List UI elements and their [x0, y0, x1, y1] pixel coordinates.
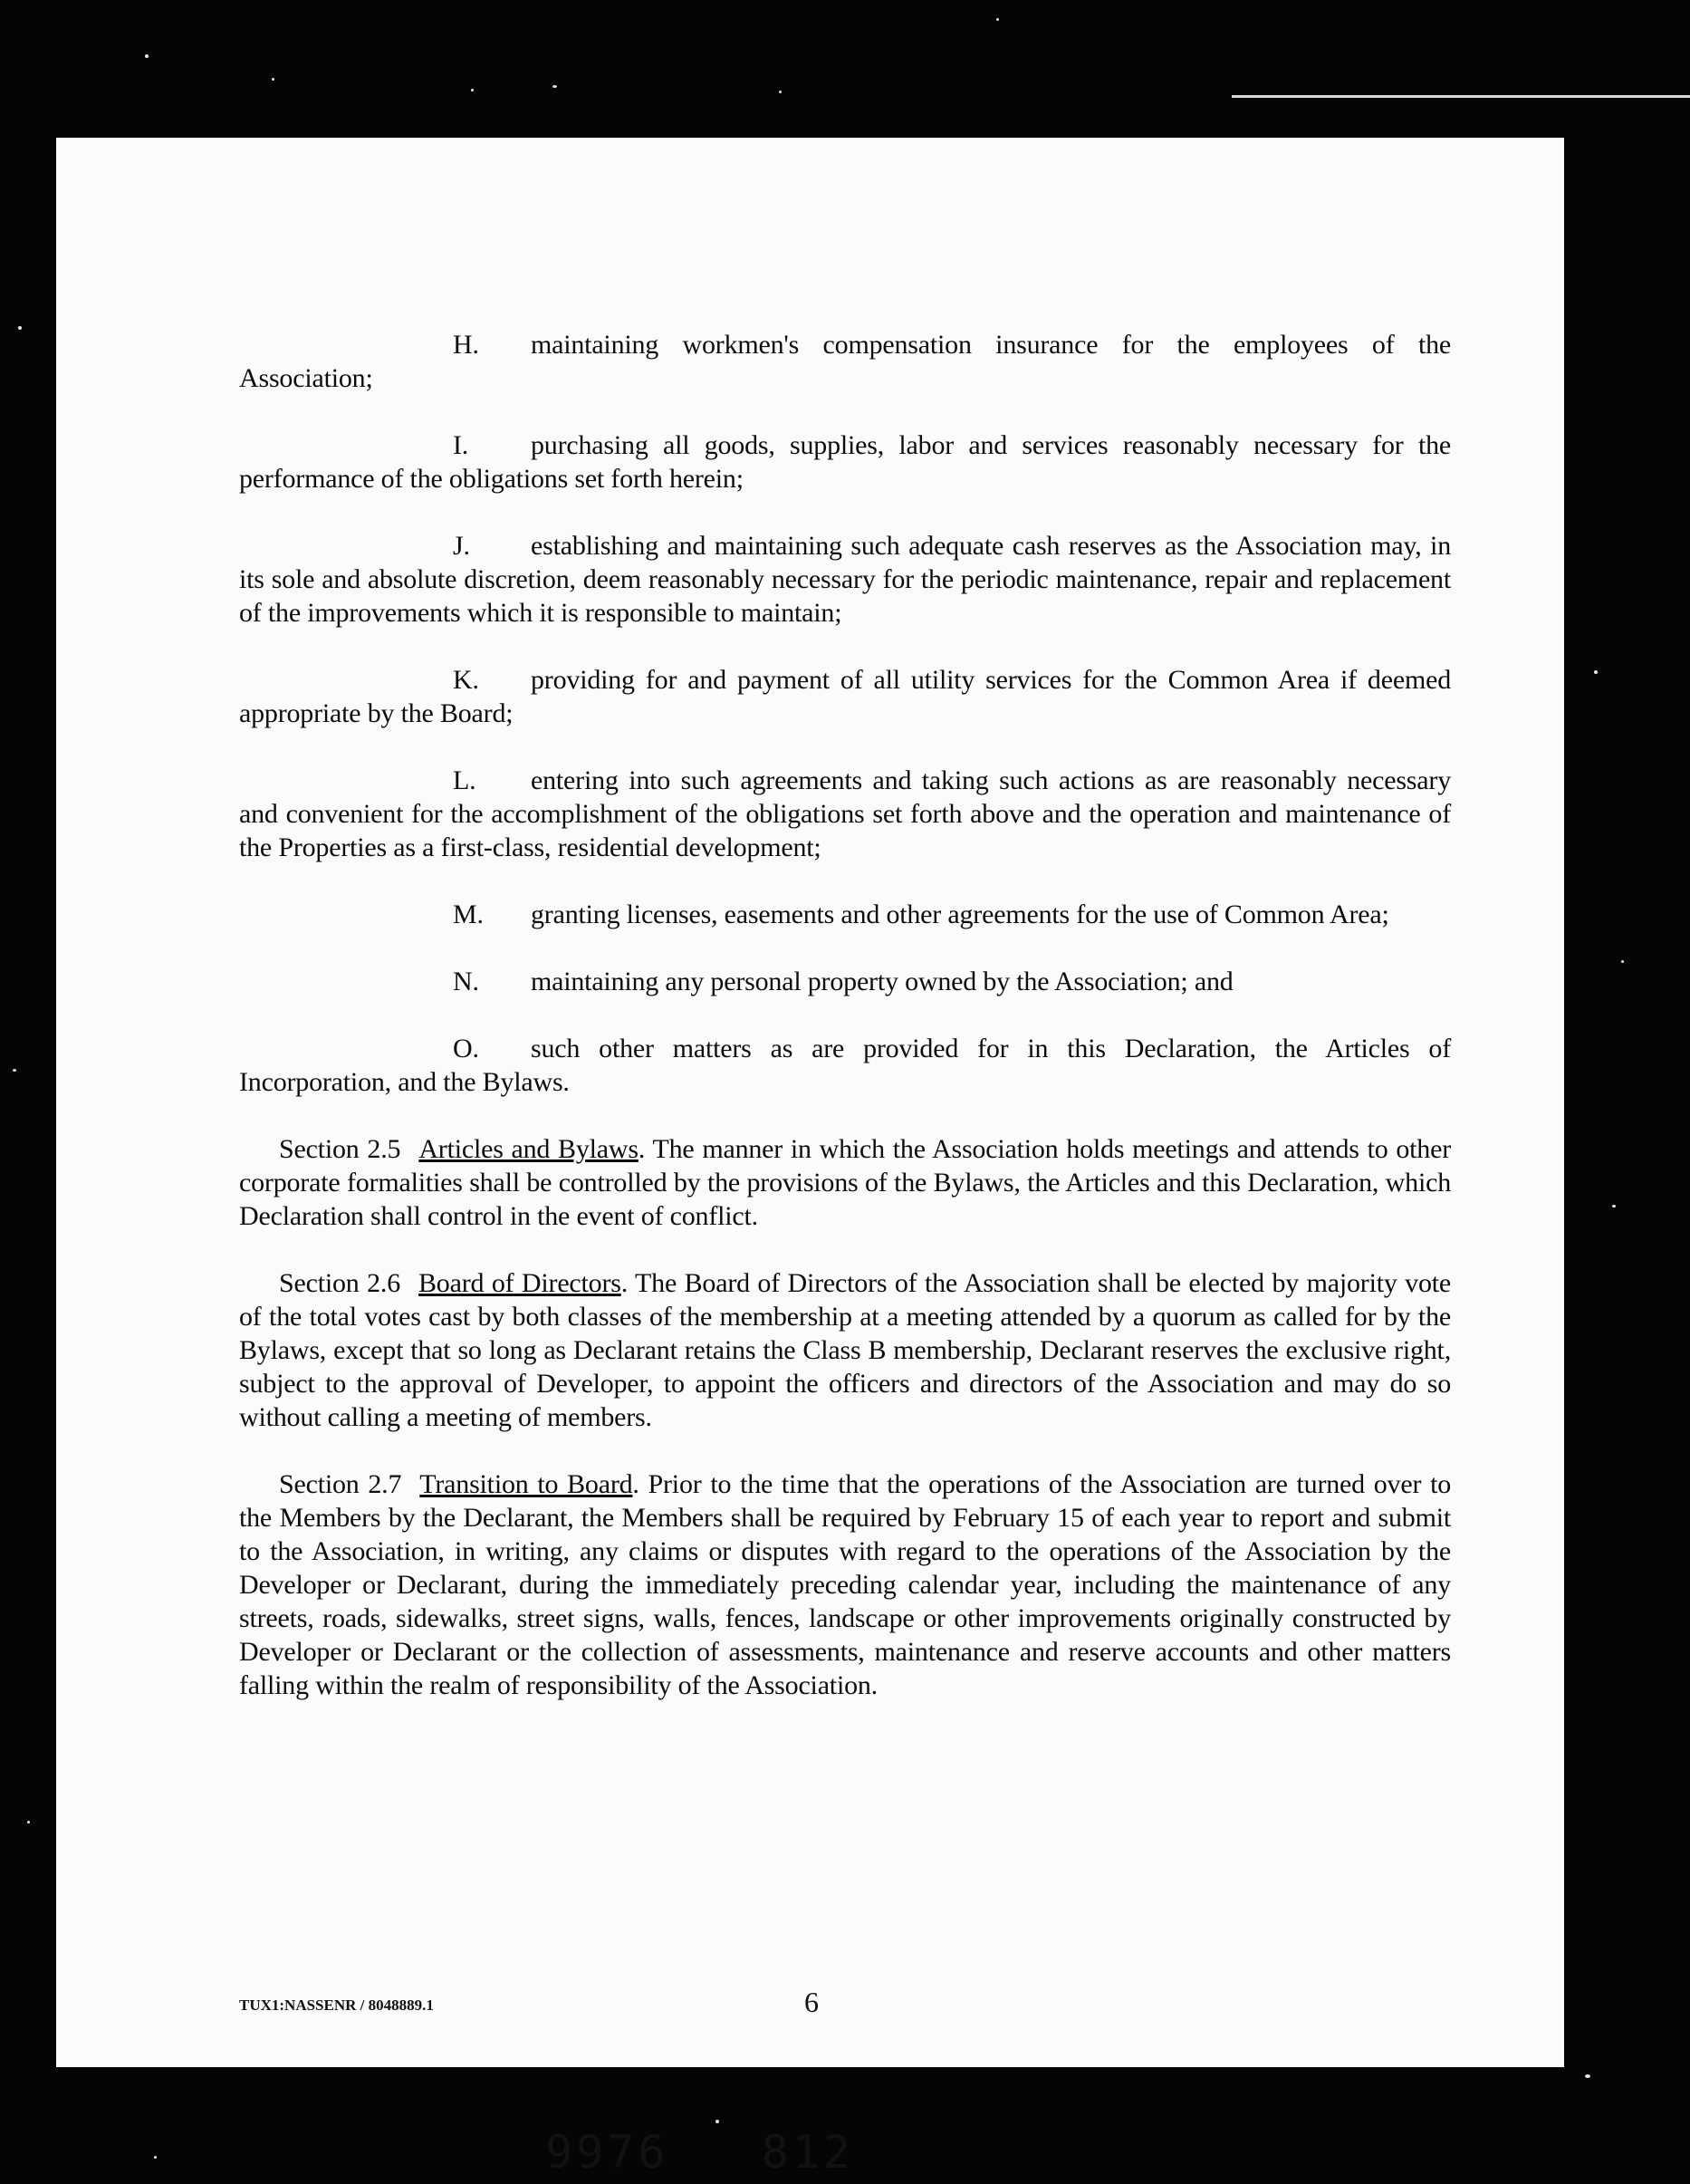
section-paragraph: Section 2.7 Transition to Board. Prior to the time that the operations of the Association are turned over to the Members by the Declarant, the Members shall be required by February 15 of each year to report and submit to the Association, in writing, any claims or disputes with regard to the operations of the Association by the Developer or Declarant, during the immediately preceding calendar year, including the maintenance of any streets, roads, sidewalks, street signs, walls, fences, landscape or other improvements originally constructed by Developer or Declarant or the collection of assessments, maintenance and reserve accounts and other matters falling within the realm of responsibility of the Association.	[239, 1469, 1452, 1700]
section-text: The Board of Directors of the Association shall be elected by majority vote of the total votes cast by both classes of the membership at a meeting attended by a quorum as called for by the Bylaws, except that so long as Declarant retains the Class B membership, Declarant reserves the exclusive right, subject to the approval of Developer, to appoint the officers and directors of the Association and may do so without calling a meeting of members.	[239, 1268, 1451, 1432]
page-number: 6	[804, 1986, 819, 2018]
section-heading: Articles and Bylaws	[418, 1134, 639, 1164]
item-text: establishing and maintaining such adequate cash reserves as the Association may, in its sole and absolute discretion, deem reasonably necessary for the periodic maintenance, repair and replacement of the improvements which it is responsible to maintain;	[239, 531, 1451, 628]
item-text: purchasing all goods, supplies, labor and services reasonably necessary for the performance of the obligations set forth herein;	[239, 430, 1451, 494]
list-item	[239, 663, 1451, 730]
item-letter: J.	[453, 531, 470, 561]
item-text: entering into such agreements and taking such actions as are reasonably necessary and convenient for the accomplishment of the obligations set forth above and the operation and maintenance of the Properties as a first-class, residential development;	[239, 765, 1451, 862]
item-text: maintaining workmen's compensation insurance for the employees of the Association;	[239, 330, 1451, 393]
item-text: maintaining any personal property owned by the Association; and	[531, 967, 1234, 996]
item-letter: H.	[453, 330, 479, 360]
list-item	[239, 764, 1451, 864]
item-text: providing for and payment of all utility services for the Common Area if deemed appropriate by the Board;	[239, 665, 1451, 728]
scan-speck	[27, 1821, 30, 1823]
scan-speck	[715, 2120, 719, 2123]
item-letter: K.	[453, 665, 479, 695]
section-number: Section 2.5	[279, 1134, 401, 1164]
scan-speck	[18, 326, 22, 330]
scan-speck	[1594, 670, 1598, 674]
document-body	[239, 301, 1451, 1736]
list-item	[239, 898, 1451, 931]
section-text: The manner in which the Association holds meetings and attends to other corporate formalities shall be controlled by the provisions of the Bylaws, the Articles and this Declaration, which Declaration shall control in the event of conflict.	[239, 1134, 1452, 1231]
section-heading: Transition to Board	[419, 1469, 633, 1499]
document-page	[56, 138, 1564, 2179]
section-paragraph: Section 2.5 Articles and Bylaws. The manner in which the Association holds meetings and attends to other corporate formalities shall be controlled by the provisions of the Bylaws, the Articles and this Declaration, which Declaration shall control in the event of conflict.	[239, 1134, 1452, 1231]
section-number: Section 2.6	[279, 1268, 400, 1298]
item-letter: N.	[453, 967, 479, 996]
list-item	[239, 428, 1451, 495]
item-text: such other matters as are provided for in this Declaration, the Articles of Incorporation, and the Bylaws.	[239, 1034, 1451, 1097]
bates-stamp: 9976 812	[545, 2126, 855, 2179]
item-letter: O.	[453, 1034, 479, 1063]
item-letter: L.	[453, 765, 476, 795]
section-text: Prior to the time that the operations of the Association are turned over to the Members by the Declarant, the Members shall be required by February 15 of each year to report and submit to the Association, in writing, any claims or disputes with regard to the operations of the Association by the Developer or Declarant, during the immediately preceding calendar year, including the maintenance of any streets, roads, sidewalks, street signs, walls, fences, landscape or other improvements originally constructed by Developer or Declarant or the collection of assessments, maintenance and reserve accounts and other matters falling within the realm of responsibility of the Association.	[239, 1469, 1452, 1700]
scan-speck	[272, 78, 274, 81]
list-item	[239, 328, 1451, 395]
section-number: Section 2.7	[279, 1469, 402, 1499]
scan-speck	[1621, 960, 1624, 963]
list-item	[239, 529, 1451, 630]
item-letter: M.	[453, 900, 484, 929]
item-text: granting licenses, easements and other agreements for the use of Common Area;	[531, 900, 1389, 929]
footer-document-code: TUX1:NASSENR / 8048889.1	[239, 1996, 434, 2014]
scan-speck	[1612, 1205, 1616, 1207]
scan-speck	[996, 18, 999, 21]
list-item	[239, 965, 1451, 998]
section-heading: Board of Directors	[418, 1268, 621, 1298]
scan-speck	[154, 2156, 157, 2159]
scan-speck	[471, 89, 474, 91]
scan-speck	[779, 91, 782, 93]
scan-speck	[145, 54, 149, 58]
scan-speck	[552, 85, 557, 88]
list-item	[239, 1032, 1451, 1099]
scan-speck	[1585, 2074, 1590, 2078]
scan-line	[1232, 95, 1690, 98]
item-letter: I.	[453, 430, 469, 460]
scan-speck	[13, 1069, 16, 1072]
section-paragraph: Section 2.6 Board of Directors. The Board of Directors of the Association shall be elected by majority vote of the total votes cast by both classes of the membership at a meeting attended by a quorum as called for by the Bylaws, except that so long as Declarant retains the Class B membership, Declarant reserves the exclusive right, subject to the approval of Developer, to appoint the officers and directors of the Association and may do so without calling a meeting of members.	[239, 1268, 1451, 1432]
